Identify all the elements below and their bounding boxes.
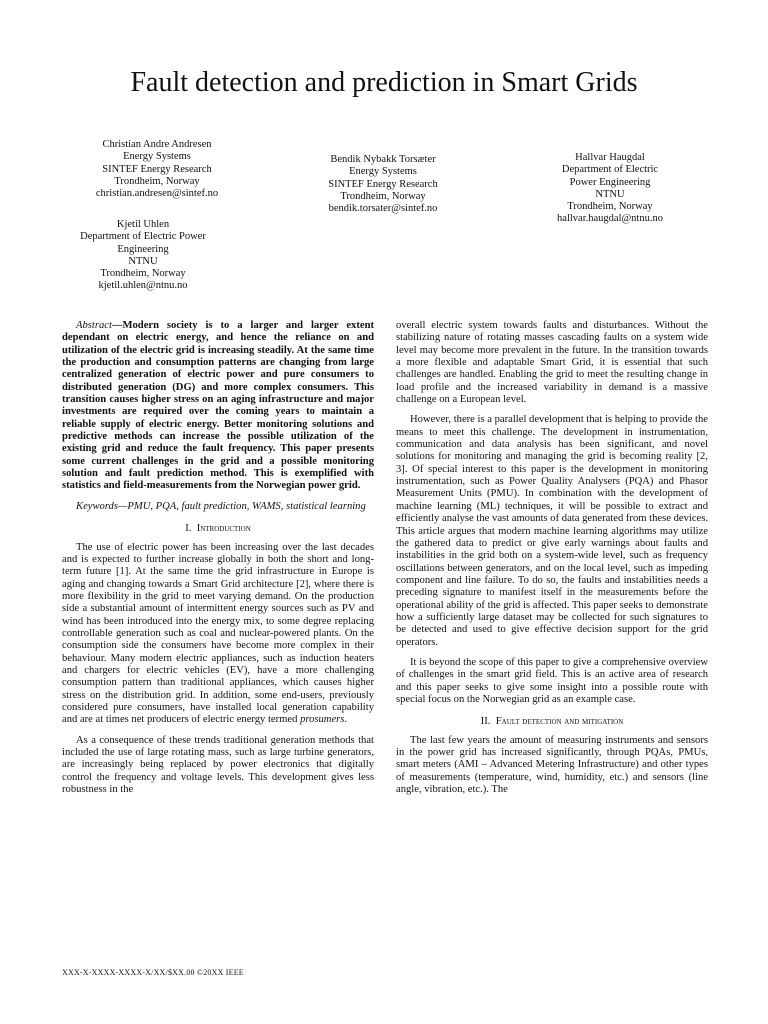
- author-line: Trondheim, Norway: [100, 268, 186, 280]
- author-line: Engineering: [117, 243, 169, 255]
- abstract: [62, 320, 374, 493]
- section2-paragraph-1: The last few years the amount of measuring instruments and sensors in the power grid has increased significantly, through PQAs, PMUs, smart meters (AMI – Advanced Metering Infrastructure) and other types of measurements (temperature, wind, humidity, etc.) and sensors (line angle, vibration, etc.). The: [396, 734, 708, 796]
- author-block-haugdal: [500, 152, 720, 226]
- emphasis-prosumers: prosumers: [300, 714, 345, 726]
- paper-title: Fault detection and prediction in Smart Grids: [130, 67, 638, 98]
- author-line: SINTEF Energy Research: [328, 178, 438, 190]
- author-line: Hallvar Haugdal: [575, 152, 645, 163]
- author-email: christian.andresen@sintef.no: [95, 188, 219, 200]
- intro-paragraph-2: As a consequence of these trends traditional generation methods that included the use of large rotating mass, such as large turbine generators, are increasingly being replaced by power electronics that digitally control the frequency and voltage levels. This development gives less robustness in the: [62, 734, 374, 796]
- author-line: Trondheim, Norway: [114, 175, 200, 187]
- keywords: Keywords—PMU, PQA, fault prediction, WAMS, statistical learning: [76, 500, 366, 512]
- intro-paragraph-3: overall electric system towards faults and disturbances. Without the stabilizing nature of rotating masses cascading faults on a system wide level may become more prevalent in the future. In the transition towards a more flexible and adaptable Smart Grid, it is essential that such challenges are handled. Enabling the grid to meet the resulting change in load profile and the increased variability in demand is a massive challenge on a European level.: [396, 320, 708, 406]
- section-number: II.: [480, 716, 491, 728]
- author-block-uhlen: [33, 219, 253, 293]
- section-title: Fault detection and mitigation: [495, 716, 624, 728]
- author-line: Trondheim, Norway: [340, 190, 426, 202]
- author-line: Kjetil Uhlen: [116, 219, 170, 230]
- author-email: hallvar.haugdal@ntnu.no: [557, 213, 663, 225]
- author-line: Trondheim, Norway: [567, 201, 653, 213]
- paragraph-end: .: [344, 714, 348, 726]
- intro-paragraph-4: However, there is a parallel development that is helping to provide the means to meet this challenge. The development in instrumentation, communication and data analysis has been significant, and novel solutions for monitoring and managing the grid is becoming reality [2, 3]. Of special interest to this paper is the development in monitoring instrumentation, such as Power Quality Analysers (PQA) and Phasor Measurement Units (PMU). In combination with the development of machine learning (ML) techniques, it will be possible to extract and efficiently analyse the vast amounts of data generated from these devices. This article argues that modern machine learning algorithms may utilize the gathered data to predict or give early warnings about faults and instabilities in the grid both on a system-wide level, such as frequency oscillations between generators, and on the local level, such as impeding component and line failure. To do so, the faults and instabilities needs a preceding signature to manifest itself in the measurements before the operational ability of the grid is affected. This paper seeks to demonstrate how a sufficiently large dataset may be collected for such signatures to be detected and used to give effective decision support for the grid operators.: [396, 414, 708, 648]
- author-line: Power Engineering: [569, 176, 651, 188]
- left-column: [62, 320, 374, 804]
- author-line: Energy Systems: [349, 166, 417, 178]
- intro-paragraph-5: It is beyond the scope of this paper to give a comprehensive overview of challenges in the smart grid field. This is an active area of research and this paper seeks to give some insight into a possible route with special focus on the Norwegian grid as an example case.: [396, 656, 708, 705]
- section-title: Introduction: [196, 523, 251, 535]
- section-heading-fault-detection: [396, 716, 708, 728]
- paragraph-text: The use of electric power has been increasing over the last decades and is expected to further increase globally in both the short and long-term future [1]. At the same time the grid infrastructure in Europe is aging and changing towards a Smart Grid architecture [2], where there is more flexibility in the grid to meet varying demand. On the production side a substantial amount of intermittent energy sources such as PV and wind has been introduced into the energy mix, to some degree replacing controllable generation such as coal and nuclear-powered plants. On the consumption side the consumers have become more complex in their behaviour. Many modern electric appliances, such as induction heaters and chargers for electric vehicles (EV), have a more challenging consumption pattern than traditional appliances, which causes higher stress on the distribution grid. In addition, some end-users, previously considered pure consumers, have installed local generation capability and are at times net producers of electric energy termed: [62, 541, 374, 726]
- section-number: I.: [185, 523, 192, 535]
- author-line: Energy Systems: [123, 151, 191, 163]
- author-block-andresen: [47, 139, 267, 200]
- copyright-footer: XXX-X-XXXX-XXXX-X/XX/$XX.00 ©20XX IEEE: [62, 968, 244, 977]
- abstract-label: Abstract: [76, 320, 112, 331]
- abstract-text: —Modern society is to a larger and larger extent dependant on electric energy, and hence the reliance on and utilization of the electric grid is increasing steadily. At the same time the production and consumption patterns are changing from large centralized generation of electric power and pure consumers to distributed generation (DG) and more complex consumers. This transition causes higher stress on an aging infrastructure and major investments are required over the coming years to maintain a reliable supply of electric energy. Better monitoring solutions and predictive methods can increase the possible utilization of the existing grid and reduce the fault frequency. This paper presents some current challenges in the grid and a possible monitoring solution and fault prediction method. This is exemplified with statistics and field-measurements from the Norwegian power grid.: [62, 320, 374, 492]
- section-heading-introduction: [62, 523, 374, 535]
- intro-paragraph-1: [62, 542, 374, 727]
- author-line: Bendik Nybakk Torsæter: [330, 154, 436, 165]
- author-line: Department of Electric Power: [80, 231, 206, 243]
- author-line: NTNU: [128, 255, 158, 267]
- author-block-torsaeter: [273, 154, 493, 215]
- author-email: bendik.torsater@sintef.no: [328, 203, 438, 215]
- author-line: SINTEF Energy Research: [102, 163, 212, 175]
- author-line: Department of Electric: [561, 164, 659, 176]
- author-line: NTNU: [595, 188, 625, 200]
- author-line: Christian Andre Andresen: [102, 139, 212, 150]
- right-column: [396, 320, 708, 804]
- author-email: kjetil.uhlen@ntnu.no: [98, 280, 188, 292]
